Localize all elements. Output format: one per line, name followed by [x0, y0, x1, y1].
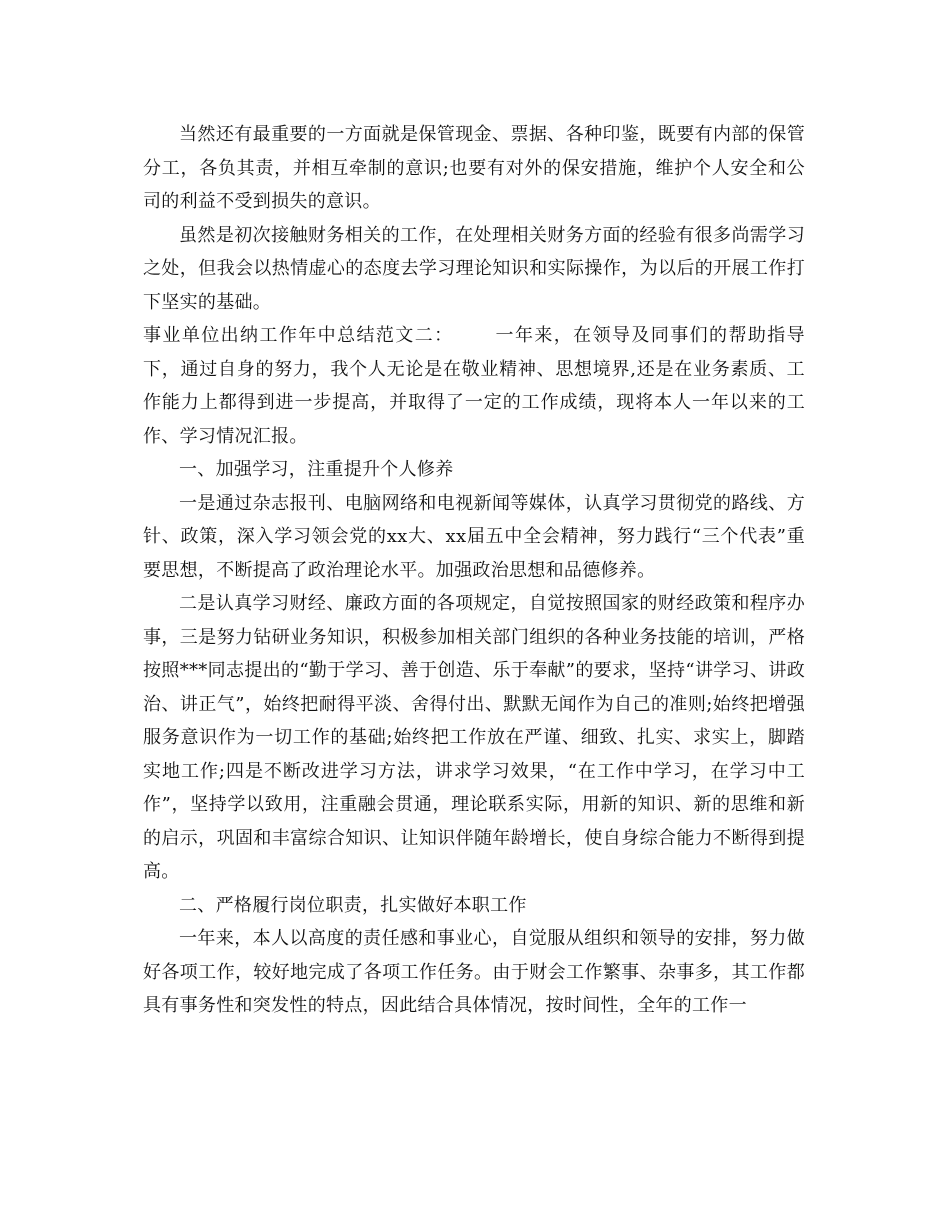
paragraph-political-study: 一是通过杂志报刊、电脑网络和电视新闻等媒体，认真学习贯彻党的路线、方针、政策，深入学习领会党的xx大、xx届五中全会精神，努力践行“三个代表”重要思想，不断提高了政治理论水平。加强政治思想和品德修养。 — [143, 492, 805, 581]
paragraph-custody: 当然还有最重要的一方面就是保管现金、票据、各种印鉴，既要有内部的保管分工，各负其责，并相互牵制的意识;也要有对外的保安措施，维护个人安全和公司的利益不受到损失的意识。 — [143, 124, 805, 212]
paragraph-learning-attitude: 虽然是初次接触财务相关的工作，在处理相关财务方面的经验有很多尚需学习之处，但我会以热情虚心的态度去学习理论知识和实际操作，为以后的开展工作打下坚实的基础。 — [143, 224, 805, 313]
paragraph-professional-study: 二是认真学习财经、廉政方面的各项规定，自觉按照国家的财经政策和程序办事，三是努力钻研业务知识，积极参加相关部门组织的各种业务技能的培训，严格按照***同志提出的“勤于学习、善于创造、乐于奉献”的要求，坚持“讲学习、讲政治、讲正气”，始终把耐得平淡、舍得付出、默默无闻作为自己的准则;始终把增强服务意识作为一切工作的基础;始终把工作放在严谨、细致、扎实、求实上，脚踏实地工作;四是不断改进学习方法，讲求学习效果，“在工作中学习，在学习中工作”，坚持学以致用，注重融会贯通，理论联系实际，用新的知识、新的思维和新的启示，巩固和丰富综合知识、让知识伴随年龄增长，使自身综合能力不断得到提高。 — [143, 593, 805, 882]
paragraph-work-completion: 一年来，本人以高度的责任感和事业心，自觉服从组织和领导的安排，努力做好各项工作，较好地完成了各项工作任务。由于财会工作繁事、杂事多，其工作都具有事务性和突发性的特点，因此结合具体情况，按时间性，全年的工作一 — [143, 928, 805, 1016]
paragraph-sample-two — [143, 319, 805, 453]
document-page — [143, 118, 805, 1023]
heading-strengthen-learning: 一、加强学习，注重提升个人修养 — [179, 459, 454, 480]
section-title: 事业单位出纳工作年中总结范文二： — [143, 325, 454, 346]
paragraph-sample-two-body: 一年来，在领导及同事们的帮助指导下，通过自身的努力，我个人无论是在敬业精神、思想境界,还是在业务素质、工作能力上都得到进一步提高，并取得了一定的工作成绩，现将本人一年以来的工作、学习情况汇报。 — [143, 325, 805, 447]
heading-job-duties: 二、严格履行岗位职责，扎实做好本职工作 — [179, 894, 527, 916]
